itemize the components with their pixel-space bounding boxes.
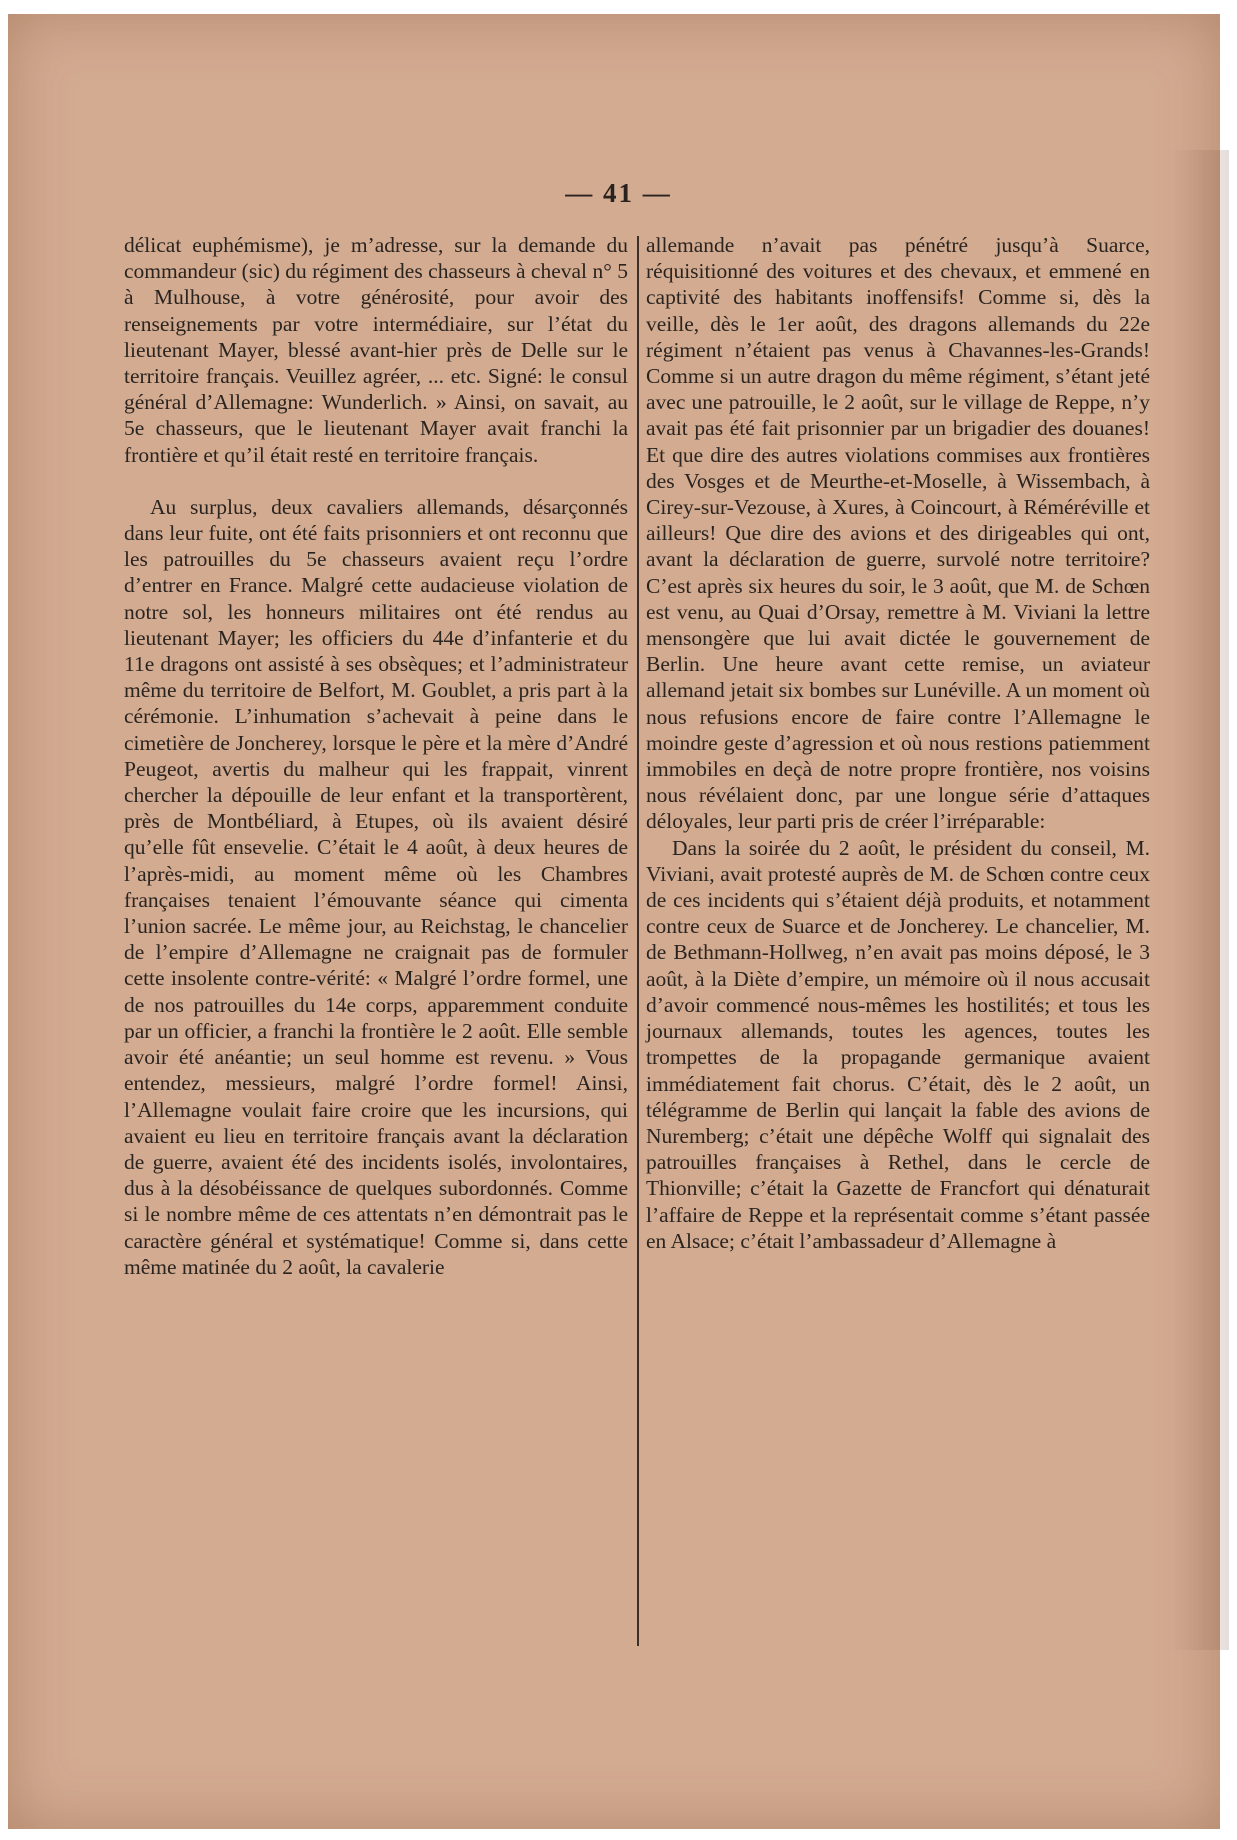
page-number: — 41 — xyxy=(565,178,672,208)
right-paragraph-2: Dans la soirée du 2 août, le président du conseil, M. Viviani, avait protesté auprès de M. de Schœn contre ceux de ces incidents qui s’étaient déjà produits, et notamment contre ceux de Suarce et de Joncherey. Le chancelier, M. de Bethmann-Hollweg, n’en avait pas moins déposé, le 3 août, à la Diète d’empire, un mémoire où il nous accusait d’avoir commencé nous-mêmes les hostilités; et tous les journaux allemands, toutes les agences, toutes les trompettes de la propagande germanique avaient immédiatement fait chorus. C’était, dès le 2 août, un télégramme de Berlin qui lançait la fable des avions de Nuremberg; c’était une dépêche Wolff qui signalait des patrouilles françaises à Rethel, dans le cercle de Thionville; c’était la Gazette de Francfort qui dénaturait l’affaire de Reppe et la représentait comme s’étant passée en Alsace; c’était l’ambassadeur d’Allemagne à xyxy=(646,835,1150,1253)
paper-edge-shading xyxy=(1169,150,1229,1650)
left-column xyxy=(124,232,628,1280)
left-paragraph-2: Au surplus, deux cavaliers allemands, désarçonnés dans leur fuite, ont été faits prisonniers et ont reconnu que les patrouilles du 5e chasseurs avaient reçu l’ordre d’entrer en France. Malgré cette audacieuse violation de notre sol, les honneurs militaires ont été rendus au lieutenant Mayer; les officiers du 44e d’infanterie et du 11e dragons ont assisté à ses obsèques; et l’administrateur même du territoire de Belfort, M. Goublet, a pris part à la cérémonie. L’inhumation s’achevait à peine dans le cimetière de Joncherey, lorsque le père et la mère d’André Peugeot, avertis du malheur qui les frappait, vinrent chercher la dépouille de leur enfant et la transportèrent, près de Montbéliard, à Etupes, où ils avaient désiré qu’elle fût ensevelie. C’était le 4 août, à deux heures de l’après-midi, au moment même où les Chambres françaises tenaient l’émouvante séance qui cimenta l’union sacrée. Le même jour, au Reichstag, le chancelier de l’empire d’Allemagne ne craignait pas de formuler cette insolente contre-vérité: « Malgré l’ordre formel, une de nos patrouilles du 14e corps, apparemment conduite par un officier, a franchi la frontière le 2 août. Elle semble avoir été anéantie; un seul homme est revenu. » Vous entendez, messieurs, malgré l’ordre formel! Ainsi, l’Allemagne voulait faire croire que les incursions, qui avaient eu lieu en territoire français avant la déclaration de guerre, avaient été des incidents isolés, involontaires, dus à la désobéissance de quelques subordonnés. Comme si le nombre même de ces attentats n’en démontrait pas le caractère général et systématique! Comme si, dans cette même matinée du 2 août, la cavalerie xyxy=(124,494,628,1279)
left-paragraph-1: délicat euphémisme), je m’adresse, sur la demande du commandeur (sic) du régiment des chasseurs à cheval n° 5 à Mulhouse, à votre générosité, pour avoir des renseignements par votre intermédiaire, sur l’état du lieutenant Mayer, blessé avant-hier près de Delle sur le territoire français. Veuillez agréer, ... etc. Signé: le consul général d’Allemagne: Wunderlich. » Ainsi, on savait, au 5e chasseurs, que le lieutenant Mayer avait franchi la frontière et qu’il était resté en territoire français. xyxy=(124,233,628,467)
right-paragraph-1: allemande n’avait pas pénétré jusqu’à Suarce, réquisitionné des voitures et des chevaux, et emmené en captivité des habitants inoffensifs! Comme si, dès la veille, dès le 1er août, des dragons allemands du 22e régiment n’étaient pas venus à Chavannes-les-Grands! Comme si un autre dragon du même régiment, s’étant jeté avec une patrouille, le 2 août, sur le village de Reppe, n’y avait pas été fait prisonnier par un brigadier des douanes! Et que dire des autres violations commises aux frontières des Vosges et de Meurthe-et-Moselle, à Wissembach, à Cirey-sur-Vezouse, à Xures, à Coincourt, à Réméréville et ailleurs! Que dire des avions et des dirigeables qui ont, avant la déclaration de guerre, survolé notre territoire? C’est après six heures du soir, le 3 août, que M. de Schœn est venu, au Quai d’Orsay, remettre à M. Viviani la lettre mensongère que lui avait dictée le gouvernement de Berlin. Une heure avant cette remise, un aviateur allemand jetait six bombes sur Lunéville. A un moment où nous refusions encore de faire contre l’Allemagne le moindre geste d’agression et où nous restions patiemment immobiles en deçà de notre propre frontière, nos voisins nous révélaient donc, par une longue série d’attaques déloyales, leur parti pris de créer l’irréparable: xyxy=(646,233,1150,834)
right-column xyxy=(646,232,1150,1254)
column-divider xyxy=(637,236,639,1646)
